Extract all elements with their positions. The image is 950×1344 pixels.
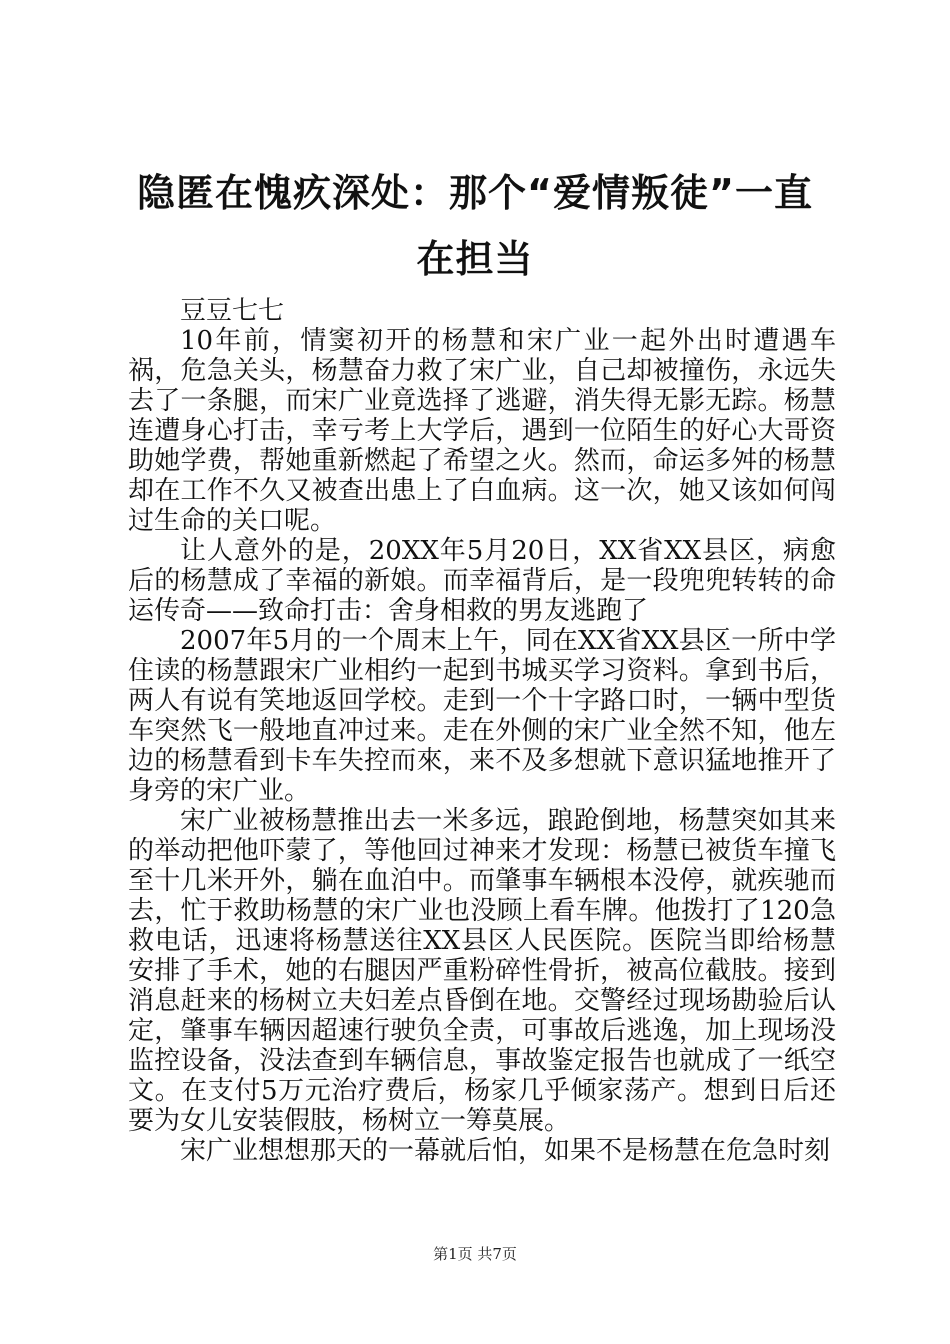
paragraph-4: 宋广业被杨慧推出去一米多远，踉跄倒地，杨慧突如其来的举动把他吓蒙了，等他回过神来才发现：杨慧已被货车撞飞至十几米开外，躺在血泊中。而肇事车辆根本没停，就疾驰而去，忙于救助杨慧的宋广业也没顾上看车牌。他拨打了120急救电话，迅速将杨慧送往XX县区人民医院。医院当即给杨慧安排了手术，她的右腿因严重粉碎性骨折，被高位截肢。接到消息赶来的杨树立夫妇差点昏倒在地。交警经过现场勘验后认定，肇事车辆因超速行驶负全责，可事故后逃逸，加上现场没监控设备，没法查到车辆信息，事故鉴定报告也就成了一纸空文。在支付5万元治疗费后，杨家几乎倾家荡产。想到日后还要为女儿安装假肢，杨树立一筹莫展。	[128, 806, 836, 1136]
paragraph-2: 让人意外的是，20XX年5月20日，XX省XX县区，病愈后的杨慧成了幸福的新娘。而幸福背后，是一段兜兜转转的命运传奇——致命打击：舍身相救的男友逃跑了	[128, 536, 836, 626]
author-line: 豆豆七七	[180, 296, 285, 326]
paragraph-1: 10年前，情窦初开的杨慧和宋广业一起外出时遭遇车祸，危急关头，杨慧奋力救了宋广业，自己却被撞伤，永远失去了一条腿，而宋广业竟选择了逃避，消失得无影无踪。杨慧连遭身心打击，幸亏考上大学后，遇到一位陌生的好心大哥资助她学费，帮她重新燃起了希望之火。然而，命运多舛的杨慧却在工作不久又被查出患上了白血病。这一次，她又该如何闯过生命的关口呢。	[128, 326, 836, 536]
document-body	[128, 296, 836, 1166]
paragraph-5: 宋广业想想那天的一幕就后怕，如果不是杨慧在危急时刻	[180, 1136, 831, 1166]
paragraph-3: 2007年5月的一个周末上午，同在XX省XX县区一所中学住读的杨慧跟宋广业相约一起到书城买学习资料。拿到书后，两人有说有笑地返回学校。走到一个十字路口时，一辆中型货车突然飞一般地直冲过来。走在外侧的宋广业全然不知，他左边的杨慧看到卡车失控而來，来不及多想就下意识猛地推开了身旁的宋广业。	[128, 626, 836, 806]
page-footer: 第1页 共7页	[433, 1245, 517, 1263]
document-title: 隐匿在愧疚深处：那个“爱情叛徒”一直在担当	[137, 171, 813, 281]
